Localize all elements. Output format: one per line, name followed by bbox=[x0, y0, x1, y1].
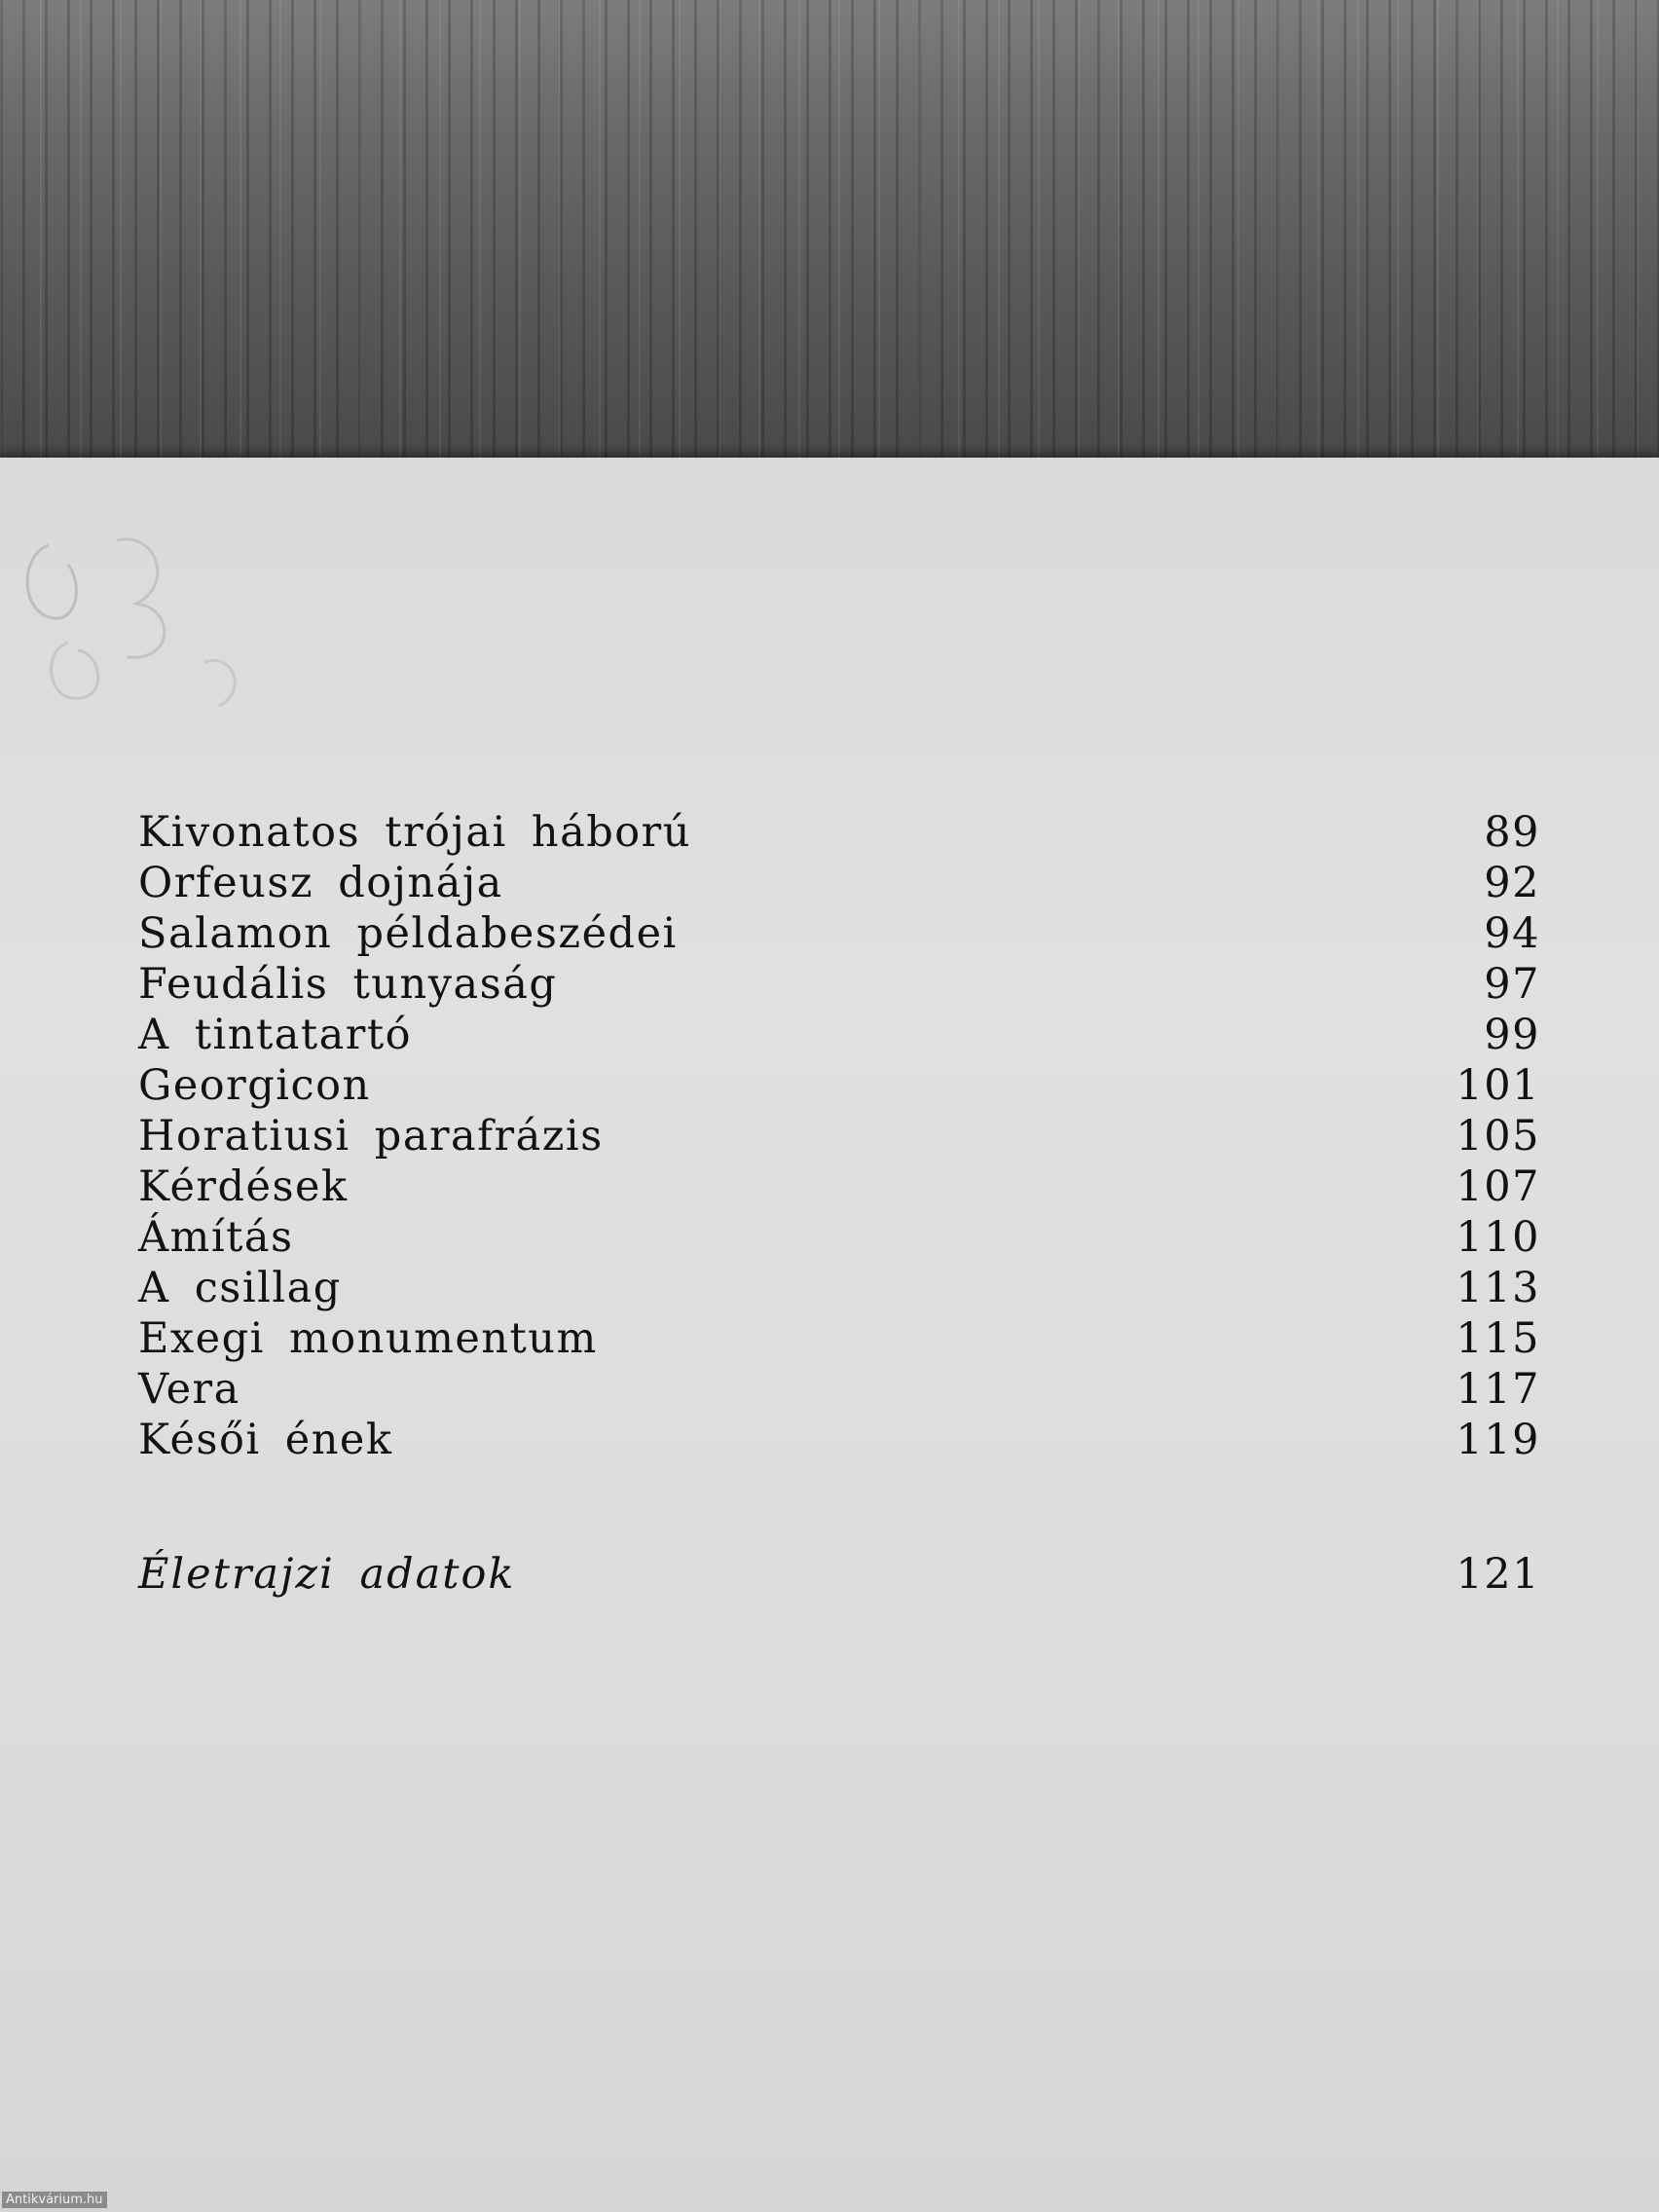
toc-title: Georgicon bbox=[138, 1061, 371, 1110]
toc-page-number: 117 bbox=[1456, 1365, 1540, 1414]
toc-page-number: 105 bbox=[1456, 1112, 1540, 1161]
toc-row bbox=[138, 909, 1540, 960]
toc-title: Kérdések bbox=[138, 1162, 349, 1211]
dot-leader bbox=[431, 1019, 1439, 1049]
toc-row bbox=[138, 1365, 1540, 1416]
toc-row bbox=[138, 1416, 1540, 1466]
toc-page-number: 89 bbox=[1484, 808, 1540, 857]
toc-row bbox=[138, 1213, 1540, 1264]
toc-row bbox=[138, 1011, 1540, 1061]
dot-leader bbox=[361, 1272, 1439, 1302]
toc-row bbox=[138, 808, 1540, 859]
toc-page-number: 99 bbox=[1484, 1011, 1540, 1059]
toc-page-number: 92 bbox=[1484, 859, 1540, 907]
dot-leader bbox=[313, 1222, 1439, 1251]
toc-appendix-row bbox=[138, 1550, 1540, 1601]
dot-leader bbox=[368, 1171, 1439, 1200]
desk-background bbox=[0, 0, 1659, 506]
toc-row bbox=[138, 1264, 1540, 1314]
section-gap bbox=[138, 1466, 1540, 1550]
dot-leader bbox=[617, 1323, 1439, 1352]
toc-appendix-title: Életrajzi adatok bbox=[138, 1550, 516, 1599]
toc-row bbox=[138, 859, 1540, 909]
dot-leader bbox=[535, 1559, 1440, 1588]
dot-leader bbox=[260, 1374, 1439, 1403]
toc-page-number: 113 bbox=[1456, 1264, 1540, 1312]
watermark: Antikvárium.hu bbox=[2, 2192, 107, 2208]
toc-page-number: 107 bbox=[1456, 1162, 1540, 1211]
toc-row bbox=[138, 1112, 1540, 1162]
toc-title: Késői ének bbox=[138, 1416, 393, 1464]
toc-title: Ámítás bbox=[138, 1213, 294, 1262]
dot-leader bbox=[412, 1424, 1439, 1454]
dot-leader bbox=[390, 1070, 1439, 1099]
toc-page-number: 94 bbox=[1484, 909, 1540, 958]
toc-row bbox=[138, 960, 1540, 1011]
toc-page-number: 121 bbox=[1456, 1550, 1540, 1599]
toc-page-number: 115 bbox=[1456, 1314, 1540, 1363]
toc-page-number: 110 bbox=[1456, 1213, 1540, 1262]
toc-title: Vera bbox=[138, 1365, 240, 1414]
dot-leader bbox=[623, 1121, 1439, 1150]
toc-title: A tintatartó bbox=[138, 1011, 413, 1059]
toc-title: Exegi monumentum bbox=[138, 1314, 598, 1363]
toc-title: A csillag bbox=[138, 1264, 342, 1312]
toc-title: Orfeusz dojnája bbox=[138, 859, 503, 907]
toc-page-number: 119 bbox=[1456, 1416, 1540, 1464]
dot-leader bbox=[576, 969, 1439, 998]
dot-leader bbox=[523, 867, 1439, 897]
toc-page-number: 101 bbox=[1456, 1061, 1540, 1110]
toc-row bbox=[138, 1061, 1540, 1112]
toc-title: Horatiusi parafrázis bbox=[138, 1112, 604, 1161]
table-of-contents bbox=[138, 808, 1540, 1601]
toc-page-number: 97 bbox=[1484, 960, 1540, 1009]
dot-leader bbox=[711, 817, 1439, 846]
toc-title: Kivonatos trójai háború bbox=[138, 808, 691, 857]
toc-row bbox=[138, 1314, 1540, 1365]
toc-row bbox=[138, 1162, 1540, 1213]
toc-title: Salamon példabeszédei bbox=[138, 909, 678, 958]
dot-leader bbox=[697, 918, 1439, 947]
toc-title: Feudális tunyaság bbox=[138, 960, 558, 1009]
